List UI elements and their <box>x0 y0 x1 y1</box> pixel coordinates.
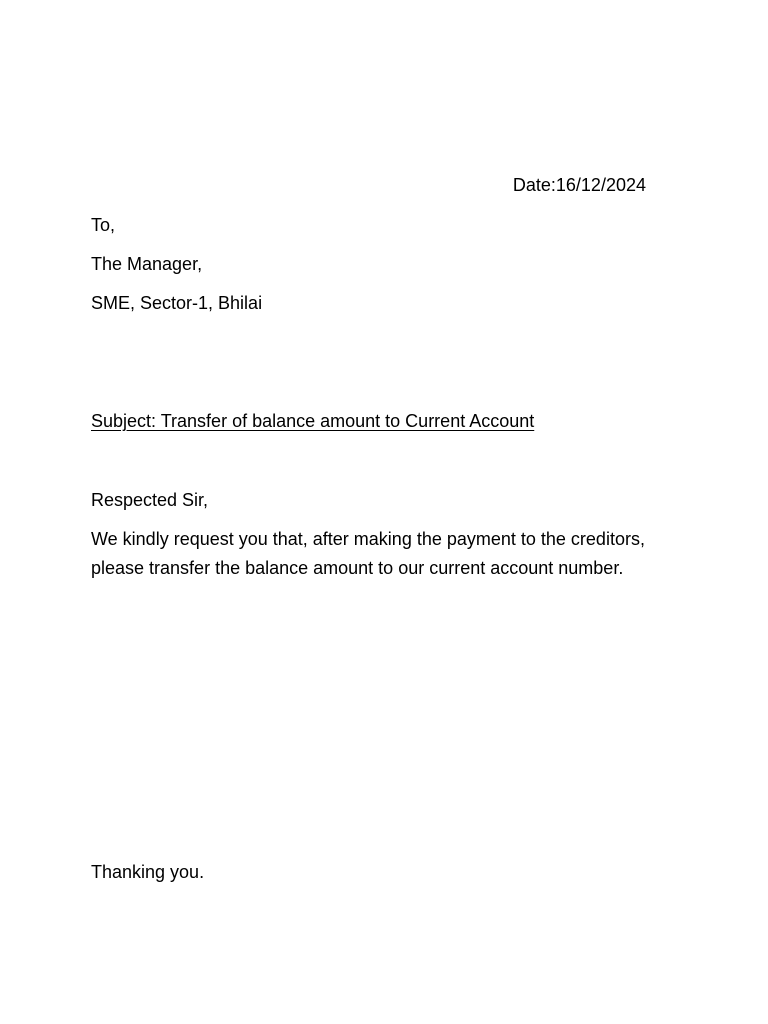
subject-line: Subject: Transfer of balance amount to Current Account <box>91 411 535 431</box>
recipient-line: The Manager, <box>91 254 203 274</box>
closing-line: Thanking you. <box>91 862 205 882</box>
letter-date: Date:16/12/2024 <box>512 175 646 195</box>
address-line: SME, Sector-1, Bhilai <box>91 293 263 313</box>
letter-body: We kindly request you that, after making the payment to the creditors, please transfer the balance amount to our current account number. <box>91 529 645 578</box>
salutation: Respected Sir, <box>91 490 209 510</box>
to-line: To, <box>91 215 116 235</box>
